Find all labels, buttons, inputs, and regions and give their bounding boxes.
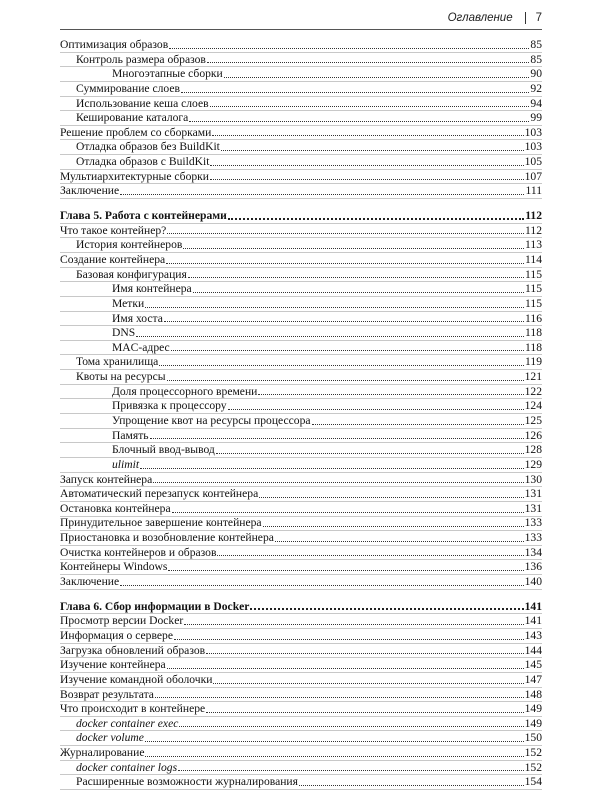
dot-leader bbox=[228, 209, 524, 223]
toc-entry-title: Отладка образов с BuildKit bbox=[76, 155, 210, 169]
dot-leader bbox=[189, 111, 529, 125]
toc-entry-page: 115 bbox=[525, 282, 542, 296]
dot-leader bbox=[312, 414, 524, 428]
table-of-contents bbox=[60, 38, 542, 790]
toc-entry[interactable] bbox=[60, 155, 542, 170]
chapter-gap bbox=[60, 590, 542, 600]
toc-entry-title: Память bbox=[112, 428, 149, 442]
toc-entry-title: История контейнеров bbox=[76, 238, 183, 252]
toc-entry[interactable] bbox=[60, 126, 542, 141]
toc-entry[interactable] bbox=[60, 673, 542, 688]
dot-leader bbox=[153, 473, 523, 487]
toc-entry[interactable] bbox=[60, 253, 542, 268]
dot-leader bbox=[188, 268, 524, 282]
toc-entry-title: Оптимизация образов bbox=[60, 37, 169, 51]
dot-leader bbox=[275, 531, 524, 545]
toc-entry-page: 147 bbox=[524, 672, 542, 686]
toc-entry[interactable] bbox=[60, 38, 542, 53]
dot-leader bbox=[207, 53, 530, 67]
dot-leader bbox=[120, 184, 524, 198]
toc-entry-title: Журналирование bbox=[60, 746, 145, 760]
toc-entry[interactable] bbox=[60, 53, 542, 68]
toc-entry-page: 99 bbox=[530, 111, 542, 125]
dot-leader bbox=[167, 370, 524, 384]
toc-entry-page: 90 bbox=[530, 67, 542, 81]
toc-entry-page: 92 bbox=[530, 81, 542, 95]
toc-entry-page: 112 bbox=[525, 223, 542, 237]
toc-entry-title: Что такое контейнер? bbox=[60, 223, 167, 237]
toc-entry-page: 112 bbox=[525, 209, 542, 223]
toc-entry[interactable] bbox=[60, 531, 542, 546]
toc-entry-page: 140 bbox=[524, 575, 542, 589]
toc-entry-title: Блочный ввод-вывод bbox=[112, 443, 215, 457]
toc-entry-page: 152 bbox=[524, 746, 542, 760]
header-rule bbox=[60, 29, 542, 30]
toc-entry[interactable] bbox=[60, 170, 542, 185]
toc-entry[interactable] bbox=[60, 238, 542, 253]
toc-entry[interactable] bbox=[60, 297, 542, 312]
toc-entry-page: 130 bbox=[524, 472, 542, 486]
toc-entry[interactable] bbox=[60, 67, 542, 82]
dot-leader bbox=[145, 746, 523, 760]
toc-entry-page: 143 bbox=[524, 628, 542, 642]
toc-entry[interactable] bbox=[60, 717, 542, 732]
toc-entry-title: Информация о сервере bbox=[60, 628, 173, 642]
toc-entry[interactable] bbox=[60, 97, 542, 112]
toc-entry[interactable] bbox=[60, 184, 542, 199]
toc-entry-title: Имя контейнера bbox=[112, 282, 192, 296]
dot-leader bbox=[206, 644, 523, 658]
header-separator bbox=[525, 12, 526, 24]
dot-leader bbox=[140, 458, 524, 472]
toc-entry[interactable] bbox=[60, 443, 542, 458]
dot-leader bbox=[166, 253, 524, 267]
toc-entry[interactable] bbox=[60, 658, 542, 673]
toc-entry-page: 125 bbox=[524, 414, 542, 427]
dot-leader bbox=[210, 170, 524, 184]
toc-entry-title: Привязка к процессору bbox=[112, 399, 227, 413]
toc-entry-page: 122 bbox=[524, 384, 542, 398]
dot-leader bbox=[159, 355, 524, 369]
chapter-gap bbox=[60, 199, 542, 209]
toc-entry[interactable] bbox=[60, 575, 542, 590]
dot-leader bbox=[184, 614, 523, 628]
toc-entry[interactable] bbox=[60, 326, 542, 341]
toc-entry[interactable] bbox=[60, 775, 542, 790]
dot-leader bbox=[206, 702, 523, 716]
toc-chapter-heading[interactable] bbox=[60, 209, 542, 224]
dot-leader bbox=[183, 238, 524, 252]
toc-entry-title: Метки bbox=[112, 296, 145, 310]
toc-entry-title: docker volume bbox=[76, 731, 144, 745]
dot-leader bbox=[155, 688, 524, 702]
toc-entry-title: Имя хоста bbox=[112, 311, 163, 325]
toc-entry[interactable] bbox=[60, 312, 542, 327]
toc-entry-page: 116 bbox=[525, 311, 542, 325]
dot-leader bbox=[181, 82, 529, 96]
dot-leader bbox=[164, 312, 524, 326]
toc-entry[interactable] bbox=[60, 702, 542, 717]
toc-entry-page: 141 bbox=[524, 614, 542, 628]
toc-entry-page: 133 bbox=[524, 531, 542, 545]
toc-chapter-heading[interactable] bbox=[60, 600, 542, 615]
toc-entry-title: Глава 5. Работа с контейнерами bbox=[60, 209, 227, 223]
toc-entry[interactable] bbox=[60, 761, 542, 776]
toc-entry-title: Доля процессорного времени bbox=[112, 384, 258, 398]
toc-entry-title: Тома хранилища bbox=[76, 355, 159, 369]
dot-leader bbox=[258, 385, 523, 399]
dot-leader bbox=[178, 761, 524, 775]
toc-entry-page: 115 bbox=[525, 296, 542, 310]
toc-entry[interactable] bbox=[60, 282, 542, 297]
toc-entry-title: Отладка образов без BuildKit bbox=[76, 140, 220, 154]
toc-entry-title: Автоматический перезапуск контейнера bbox=[60, 487, 259, 501]
toc-entry-page: 85 bbox=[530, 37, 542, 51]
toc-entry-page: 121 bbox=[524, 370, 542, 384]
toc-entry-page: 148 bbox=[524, 687, 542, 701]
toc-entry-page: 136 bbox=[524, 560, 542, 574]
dot-leader bbox=[172, 502, 524, 516]
toc-entry-page: 150 bbox=[524, 731, 542, 745]
toc-entry-page: 107 bbox=[524, 169, 542, 183]
dot-leader bbox=[168, 560, 523, 574]
toc-entry-page: 144 bbox=[524, 643, 542, 657]
dot-leader bbox=[174, 629, 524, 643]
toc-entry-title: Остановка контейнера bbox=[60, 501, 171, 515]
dot-leader bbox=[210, 97, 530, 111]
toc-entry[interactable] bbox=[60, 414, 542, 429]
toc-entry-title: Мультиархитектурные сборки bbox=[60, 169, 210, 183]
toc-entry[interactable] bbox=[60, 517, 542, 532]
toc-entry-title: Использование кеша слоев bbox=[76, 96, 209, 110]
dot-leader bbox=[221, 140, 524, 154]
toc-entry-page: 94 bbox=[530, 96, 542, 110]
toc-entry-page: 105 bbox=[524, 155, 542, 169]
dot-leader bbox=[250, 600, 523, 614]
toc-entry-page: 115 bbox=[525, 267, 542, 281]
toc-entry[interactable] bbox=[60, 224, 542, 239]
toc-entry-page: 118 bbox=[525, 326, 542, 340]
toc-entry-title: DNS bbox=[112, 326, 136, 340]
toc-entry[interactable] bbox=[60, 355, 542, 370]
toc-entry-page: 126 bbox=[524, 428, 542, 442]
toc-entry-title: docker container logs bbox=[76, 760, 178, 774]
toc-entry-title: Заключение bbox=[60, 575, 120, 589]
toc-entry-title: Упрощение квот на ресурсы процессора bbox=[112, 414, 311, 427]
dot-leader bbox=[145, 297, 524, 311]
toc-entry[interactable] bbox=[60, 429, 542, 444]
toc-entry[interactable] bbox=[60, 370, 542, 385]
toc-entry-title: Решение проблем со сборками bbox=[60, 125, 212, 139]
dot-leader bbox=[145, 731, 524, 745]
toc-entry-page: 85 bbox=[530, 52, 542, 66]
dot-leader bbox=[179, 717, 523, 731]
page-number: 7 bbox=[535, 12, 542, 24]
toc-entry-title: Принудительное завершение контейнера bbox=[60, 516, 262, 530]
toc-entry[interactable] bbox=[60, 341, 542, 356]
toc-entry-title: Заключение bbox=[60, 184, 120, 198]
toc-entry-title: Очистка контейнеров и образов bbox=[60, 545, 217, 559]
toc-entry[interactable] bbox=[60, 268, 542, 283]
toc-entry-page: 118 bbox=[525, 340, 542, 354]
toc-entry[interactable] bbox=[60, 546, 542, 561]
toc-entry-title: Что происходит в контейнере bbox=[60, 702, 206, 716]
toc-entry[interactable] bbox=[60, 502, 542, 517]
toc-entry-page: 131 bbox=[524, 501, 542, 515]
toc-entry-page: 128 bbox=[524, 443, 542, 457]
toc-entry-page: 103 bbox=[524, 140, 542, 154]
toc-entry-title: Суммирование слоев bbox=[76, 81, 180, 95]
toc-entry-title: Кеширование каталога bbox=[76, 111, 189, 125]
dot-leader bbox=[263, 517, 524, 531]
dot-leader bbox=[216, 443, 524, 457]
toc-entry[interactable] bbox=[60, 746, 542, 761]
toc-entry-page: 103 bbox=[524, 125, 542, 139]
toc-entry-page: 111 bbox=[525, 184, 542, 198]
toc-entry-page: 149 bbox=[524, 716, 542, 730]
toc-entry[interactable] bbox=[60, 111, 542, 126]
dot-leader bbox=[167, 658, 524, 672]
toc-entry-title: Контроль размера образов bbox=[76, 52, 206, 66]
toc-entry-title: MAC-адрес bbox=[112, 340, 170, 354]
dot-leader bbox=[228, 399, 524, 413]
toc-entry[interactable] bbox=[60, 688, 542, 703]
dot-leader bbox=[212, 126, 523, 140]
toc-entry[interactable] bbox=[60, 487, 542, 502]
toc-entry-title: Изучение командной оболочки bbox=[60, 672, 213, 686]
toc-entry-title: Многоэтапные сборки bbox=[112, 67, 223, 81]
toc-entry[interactable] bbox=[60, 731, 542, 746]
toc-entry-page: 114 bbox=[525, 252, 542, 266]
toc-entry-title: Глава 6. Сбор информации в Docker bbox=[60, 599, 250, 613]
dot-leader bbox=[259, 487, 523, 501]
running-header bbox=[60, 11, 542, 25]
running-header-title: Оглавление bbox=[447, 12, 513, 24]
dot-leader bbox=[217, 546, 523, 560]
toc-entry[interactable] bbox=[60, 140, 542, 155]
toc-entry[interactable] bbox=[60, 560, 542, 575]
dot-leader bbox=[150, 429, 524, 443]
toc-entry-title: Базовая конфигурация bbox=[76, 267, 187, 281]
toc-entry-title: ulimit bbox=[112, 457, 140, 471]
toc-entry[interactable] bbox=[60, 644, 542, 659]
dot-leader bbox=[210, 155, 523, 169]
toc-entry-page: 145 bbox=[524, 658, 542, 672]
toc-entry-title: Запуск контейнера bbox=[60, 472, 153, 486]
dot-leader bbox=[171, 341, 524, 355]
toc-entry[interactable] bbox=[60, 458, 542, 473]
toc-entry-page: 149 bbox=[524, 702, 542, 716]
toc-entry[interactable] bbox=[60, 82, 542, 97]
dot-leader bbox=[299, 775, 524, 789]
toc-entry-page: 113 bbox=[525, 238, 542, 252]
toc-entry-title: Приостановка и возобновление контейнера bbox=[60, 531, 274, 545]
dot-leader bbox=[169, 38, 529, 52]
toc-entry-page: 154 bbox=[524, 775, 542, 789]
toc-entry[interactable] bbox=[60, 614, 542, 629]
toc-entry-title: Расширенные возможности журналирования bbox=[76, 775, 298, 789]
toc-entry-page: 133 bbox=[524, 516, 542, 530]
toc-entry-page: 119 bbox=[525, 355, 542, 369]
toc-entry-page: 129 bbox=[524, 457, 542, 471]
toc-entry-title: Возврат результата bbox=[60, 687, 154, 701]
dot-leader bbox=[120, 575, 523, 589]
toc-entry-title: Контейнеры Windows bbox=[60, 560, 168, 574]
toc-entry[interactable] bbox=[60, 473, 542, 488]
dot-leader bbox=[213, 673, 523, 687]
dot-leader bbox=[167, 224, 524, 238]
toc-entry[interactable] bbox=[60, 629, 542, 644]
toc-entry-title: docker container exec bbox=[76, 716, 179, 730]
toc-entry[interactable] bbox=[60, 399, 542, 414]
toc-entry-page: 152 bbox=[524, 760, 542, 774]
dot-leader bbox=[193, 282, 524, 296]
toc-entry-title: Создание контейнера bbox=[60, 252, 166, 266]
toc-entry-title: Просмотр версии Docker bbox=[60, 614, 184, 628]
toc-entry[interactable] bbox=[60, 385, 542, 400]
dot-leader bbox=[224, 67, 530, 81]
dot-leader bbox=[136, 326, 524, 340]
toc-entry-title: Загрузка обновлений образов bbox=[60, 643, 206, 657]
toc-entry-page: 131 bbox=[524, 487, 542, 501]
toc-entry-page: 134 bbox=[524, 545, 542, 559]
toc-entry-page: 141 bbox=[524, 599, 542, 613]
toc-entry-title: Квоты на ресурсы bbox=[76, 370, 166, 384]
toc-entry-page: 124 bbox=[524, 399, 542, 413]
toc-entry-title: Изучение контейнера bbox=[60, 658, 166, 672]
